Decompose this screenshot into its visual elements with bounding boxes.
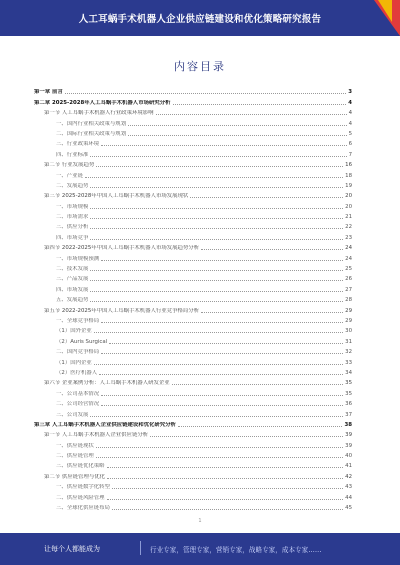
toc-entry-text: 第一节 人工耳蜗手术机器人企业供应链分析 [44, 432, 149, 439]
toc-leader-dots [101, 405, 343, 406]
toc-entry[interactable] [34, 116, 352, 126]
toc-leader-dots [112, 509, 343, 510]
toc-entry-page: 16 [345, 162, 352, 169]
toc-entry[interactable] [34, 210, 352, 220]
toc-entry-page: 3 [348, 89, 352, 96]
toc-entry-text: 二、供应链风险管理 [56, 494, 105, 501]
toc-leader-dots [90, 187, 343, 188]
toc-entry-text: 五、发展趋势 [56, 297, 89, 304]
toc-leader-dots [101, 395, 343, 396]
toc-leader-dots [90, 416, 343, 417]
toc-entry-page: 40 [345, 453, 352, 460]
toc-entry-text: 第二节 行业发展趋势 [44, 162, 95, 169]
toc-leader-dots [96, 457, 343, 458]
report-footer [0, 533, 400, 565]
toc-entry-page: 27 [345, 286, 352, 293]
toc-entry-page: 43 [345, 484, 352, 491]
toc-entry[interactable] [34, 230, 352, 240]
toc-entry-text: 第一节 人工耳蜗手术机器人行业政策环境影响 [44, 110, 154, 117]
toc-leader-dots [101, 260, 343, 261]
toc-leader-dots [190, 197, 343, 198]
toc-leader-dots [173, 104, 347, 105]
toc-entry-text: 四、市场竞争 [56, 234, 89, 241]
toc-entry-text: 第二节 供应链管理与优化 [44, 473, 106, 480]
toc-entry[interactable] [34, 386, 352, 396]
toc-entry-text: 一、供应链现状 [56, 442, 94, 449]
toc-entry[interactable] [34, 501, 352, 511]
toc-entry[interactable] [34, 428, 352, 438]
report-title: 人工耳蜗手术机器人企业供应链建设和优化策略研究报告 [78, 14, 322, 25]
toc-entry-text: 第三章 人工耳蜗手术机器人企业供应链建设和优化研究分析 [34, 421, 177, 428]
toc-entry-page: 28 [345, 297, 352, 304]
toc-leader-dots [90, 239, 343, 240]
toc-entry-text: 一、市场规模预测 [56, 255, 100, 262]
toc-entry[interactable] [34, 179, 352, 189]
toc-entry[interactable] [34, 459, 352, 469]
toc-leader-dots [96, 447, 343, 448]
toc-entry[interactable] [34, 449, 352, 459]
toc-entry[interactable] [34, 158, 352, 168]
toc-leader-dots [90, 156, 346, 157]
toc-leader-dots [107, 499, 344, 500]
toc-entry-text: 二、技术发展 [56, 266, 89, 273]
page-number: 1 [198, 518, 202, 524]
toc-entry-text: 二、发展趋势 [56, 182, 89, 189]
toc-entry[interactable] [34, 168, 352, 178]
toc-entry[interactable] [34, 262, 352, 272]
toc-entry[interactable] [34, 189, 352, 199]
toc-entry-page: 6 [348, 141, 352, 148]
toc-entry-page: 35 [345, 390, 352, 397]
toc-entry-page: 5 [348, 130, 352, 137]
toc-entry-page: 4 [348, 120, 352, 127]
toc-entry[interactable] [34, 407, 352, 417]
toc-leader-dots [99, 374, 343, 375]
toc-entry-page: 20 [345, 203, 352, 210]
toc-entry-page: 33 [345, 359, 352, 366]
toc-entry-page: 45 [345, 505, 352, 512]
toc-entry[interactable] [34, 220, 352, 230]
toc-entry-text: 第五节 2022-2025年中国人工耳蜗手术机器人行业竞争格局分析 [44, 307, 200, 314]
toc-entry-page: 7 [348, 151, 352, 158]
toc-entry-text: （1）国内企业 [56, 359, 92, 366]
toc-entry-text: 第三节 2025-2028年中国人工耳蜗手术机器人市场发展现状 [44, 193, 189, 200]
toc-leader-dots [107, 478, 343, 479]
toc-leader-dots [90, 280, 343, 281]
toc-entry[interactable] [34, 480, 352, 490]
toc-leader-dots [94, 364, 343, 365]
toc-leader-dots [90, 208, 343, 209]
toc-entry-text: 二、供应链管理 [56, 453, 94, 460]
toc-leader-dots [156, 114, 347, 115]
toc-entry[interactable] [34, 303, 352, 313]
toc-leader-dots [90, 291, 343, 292]
toc-entry[interactable] [34, 397, 352, 407]
toc-leader-dots [90, 228, 343, 229]
toc-entry[interactable] [34, 95, 352, 105]
toc-entry-text: （2）Auris Surgical [56, 338, 108, 345]
toc-entry-page: 19 [345, 182, 352, 189]
toc-entry-text: 一、供应链数字化转型 [56, 484, 110, 491]
toc-entry-page: 39 [345, 432, 352, 439]
footer-slogan: 让每个人都能成为 [44, 545, 100, 553]
header-corner-accent [378, 0, 392, 22]
toc-entry[interactable] [34, 324, 352, 334]
toc-leader-dots [172, 384, 343, 385]
toc-leader-dots [178, 426, 342, 427]
toc-entry-page: 32 [345, 349, 352, 356]
toc-entry-page: 29 [345, 317, 352, 324]
toc-entry-page: 36 [345, 401, 352, 408]
toc-entry-text: 第四节 2022-2025年中国人工耳蜗手术机器人市场发展趋势分析 [44, 245, 200, 252]
toc-entry-page: 24 [345, 255, 352, 262]
toc-entry[interactable] [34, 147, 352, 157]
toc-entry-text: 二、市场需求 [56, 214, 89, 221]
toc-entry-text: 三、产品发展 [56, 276, 89, 283]
toc-entry-text: 一、公司基本情况 [56, 390, 100, 397]
toc-leader-dots [112, 488, 343, 489]
toc-leader-dots [94, 332, 343, 333]
footer-divider [140, 541, 141, 555]
toc-entry[interactable] [34, 469, 352, 479]
toc-leader-dots [90, 270, 343, 271]
toc-entry-text: （1）国外企业 [56, 328, 92, 335]
toc-entry[interactable] [34, 241, 352, 251]
toc-entry-page: 23 [345, 234, 352, 241]
toc-entry-text: 三、行业政策环境 [56, 141, 100, 148]
toc-leader-dots [85, 177, 343, 178]
toc-entry-text: 三、公司发展 [56, 411, 89, 418]
toc-entry-page: 42 [345, 473, 352, 480]
toc-entry[interactable] [34, 366, 352, 376]
toc-entry[interactable] [34, 137, 352, 147]
toc-entry-page: 21 [345, 214, 352, 221]
toc-entry-page: 37 [345, 411, 352, 418]
toc-entry[interactable] [34, 127, 352, 137]
toc-entry[interactable] [34, 199, 352, 209]
footer-tagline: 行业专家，管理专家，营销专家，战略专家，成本专家…… [150, 546, 322, 554]
toc-entry[interactable] [34, 293, 352, 303]
toc-entry-page: 18 [345, 172, 352, 179]
toc-entry[interactable] [34, 345, 352, 355]
toc-entry[interactable] [34, 334, 352, 344]
toc-leader-dots [107, 467, 344, 468]
toc-entry-page: 4 [348, 110, 352, 117]
toc-entry-text: 三、全球化供应链布局 [56, 505, 110, 512]
toc-entry-page: 30 [345, 328, 352, 335]
toc-entry[interactable] [34, 490, 352, 500]
toc-leader-dots [201, 249, 343, 250]
toc-entry-text: 一、市场规模 [56, 203, 89, 210]
toc-leader-dots [109, 343, 343, 344]
report-header [0, 0, 400, 36]
toc-entry-text: 三、供应链优化策略 [56, 463, 105, 470]
toc-leader-dots [101, 322, 343, 323]
toc-entry-page: 24 [345, 245, 352, 252]
toc-entry[interactable] [34, 355, 352, 365]
toc-entry[interactable] [34, 272, 352, 282]
toc-entry-text: 第六节 企业案例分析：人工耳蜗手术机器人研发企业 [44, 380, 170, 387]
toc-leader-dots [150, 436, 343, 437]
toc-entry[interactable] [34, 85, 352, 95]
toc-leader-dots [90, 301, 343, 302]
toc-leader-dots [65, 93, 346, 94]
toc-entry-page: 35 [345, 380, 352, 387]
toc-entry-text: （2）医疗机器人 [56, 369, 98, 376]
toc-entry-page: 41 [345, 463, 352, 470]
toc-entry-text: 一、国内行业相关政策与规划 [56, 120, 127, 127]
toc-entry-page: 25 [345, 266, 352, 273]
toc-entry-text: 一、产业链 [56, 172, 83, 179]
toc-entry[interactable] [34, 438, 352, 448]
toc-entry-text: 三、供应分析 [56, 224, 89, 231]
toc-heading: 内容目录 [174, 60, 226, 73]
toc-entry[interactable] [34, 376, 352, 386]
toc-leader-dots [201, 312, 343, 313]
toc-entry[interactable] [34, 106, 352, 116]
toc-entry-page: 34 [345, 369, 352, 376]
toc-leader-dots [128, 135, 346, 136]
toc-entry[interactable] [34, 251, 352, 261]
toc-leader-dots [90, 218, 343, 219]
toc-entry-text: 第一章 前言 [34, 89, 63, 96]
toc-entry[interactable] [34, 282, 352, 292]
toc-entry-page: 20 [345, 193, 352, 200]
toc-entry-text: 四、市场发展 [56, 286, 89, 293]
toc-entry-text: 二、公司经营情况 [56, 401, 100, 408]
toc-entry-text: 四、行业标准 [56, 151, 89, 158]
toc-entry-page: 26 [345, 276, 352, 283]
toc-entry-page: 39 [345, 442, 352, 449]
toc-leader-dots [101, 145, 346, 146]
toc-entry-page: 29 [345, 307, 352, 314]
toc-entry-page: 22 [345, 224, 352, 231]
toc-entry-text: 二、国内竞争格局 [56, 349, 100, 356]
toc-entry-page: 38 [344, 421, 352, 428]
toc-entry-page: 44 [345, 494, 352, 501]
toc-entry[interactable] [34, 418, 352, 428]
toc-leader-dots [101, 353, 343, 354]
toc-leader-dots [128, 125, 346, 126]
toc-entry-text: 二、国际行业相关政策与规划 [56, 130, 127, 137]
toc-entry-page: 31 [345, 338, 352, 345]
toc-entry-page: 4 [348, 99, 352, 106]
toc-entry[interactable] [34, 314, 352, 324]
table-of-contents [34, 85, 352, 511]
toc-leader-dots [96, 166, 343, 167]
toc-entry-text: 第二章 2025-2028年人工耳蜗手术机器人市场研究分析 [34, 99, 171, 106]
toc-entry-text: 一、全球竞争格局 [56, 317, 100, 324]
